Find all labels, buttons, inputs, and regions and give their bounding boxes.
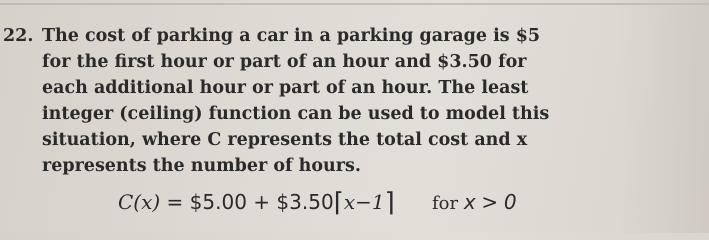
- formula-hourly-rate: $3.50: [276, 190, 334, 214]
- domain-condition: [432, 189, 517, 217]
- formula-base-cost: $5.00: [189, 190, 247, 214]
- formula-lhs: C(x): [118, 190, 161, 214]
- condition-variable: x: [463, 190, 476, 214]
- condition-relation: >: [481, 190, 499, 214]
- problem-line: integer (ceiling) function can be used to model this: [42, 104, 550, 124]
- ceiling-close-bracket: ⌉: [384, 188, 395, 218]
- problem-line: for the first hour or part of an hour and $3.50 for: [42, 52, 527, 72]
- formula-equals: =: [166, 190, 184, 214]
- problem-line: The cost of parking a car in a parking garage is $5: [42, 26, 541, 46]
- top-divider: [0, 3, 709, 5]
- formula-plus: +: [253, 190, 271, 214]
- problem-line: each additional hour or part of an hour. The least: [42, 78, 529, 98]
- condition-value: 0: [503, 190, 517, 214]
- problem-statement: [42, 25, 682, 181]
- cost-formula: [118, 188, 395, 217]
- condition-word: for: [432, 193, 459, 214]
- problem-number: 22.: [3, 26, 34, 46]
- formula-argument: x−1: [343, 190, 385, 214]
- ceiling-open-bracket: ⌈: [333, 188, 344, 218]
- problem-line: represents the number of hours.: [42, 156, 361, 176]
- problem-line: situation, where C represents the total cost and x: [42, 130, 528, 150]
